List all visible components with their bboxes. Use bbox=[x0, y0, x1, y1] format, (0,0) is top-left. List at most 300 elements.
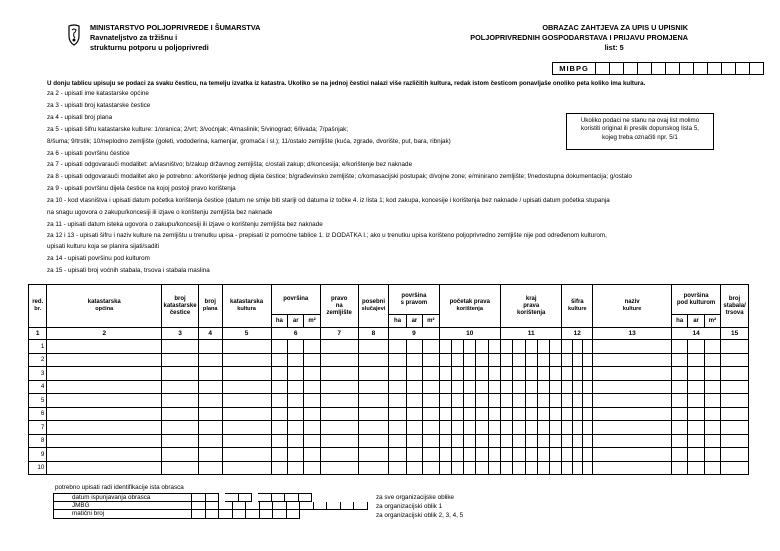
digit-box[interactable] bbox=[354, 502, 368, 511]
digit-box[interactable] bbox=[246, 510, 260, 519]
start-date-cell[interactable] bbox=[451, 380, 463, 394]
end-date-cell[interactable] bbox=[550, 421, 562, 435]
area-m2-cell[interactable] bbox=[304, 367, 320, 381]
land-right-cell[interactable] bbox=[320, 448, 358, 462]
parcel-number-cell[interactable] bbox=[162, 448, 199, 462]
start-date-cell[interactable] bbox=[439, 367, 451, 381]
tree-count-cell[interactable] bbox=[721, 367, 749, 381]
area-ar-cell[interactable] bbox=[288, 448, 304, 462]
area-ar-cell[interactable] bbox=[288, 434, 304, 448]
land-right-cell[interactable] bbox=[320, 353, 358, 367]
culture-code-cell[interactable] bbox=[582, 380, 592, 394]
start-date-cell[interactable] bbox=[488, 340, 500, 354]
start-date-cell[interactable] bbox=[451, 448, 463, 462]
mibpg-digit-box[interactable] bbox=[750, 62, 764, 75]
culture-code-cell[interactable] bbox=[582, 421, 592, 435]
culture-area-m2-cell[interactable] bbox=[704, 461, 720, 475]
right-area-m2-cell[interactable] bbox=[423, 340, 439, 354]
start-date-cell[interactable] bbox=[476, 407, 488, 421]
right-area-m2-cell[interactable] bbox=[423, 421, 439, 435]
land-right-cell[interactable] bbox=[320, 340, 358, 354]
right-area-m2-cell[interactable] bbox=[423, 407, 439, 421]
area-m2-cell[interactable] bbox=[304, 461, 320, 475]
mibpg-digit-box[interactable] bbox=[666, 62, 680, 75]
right-area-ha-cell[interactable] bbox=[389, 367, 406, 381]
end-date-cell[interactable] bbox=[525, 421, 537, 435]
start-date-cell[interactable] bbox=[464, 448, 476, 462]
start-date-cell[interactable] bbox=[488, 407, 500, 421]
end-date-cell[interactable] bbox=[525, 434, 537, 448]
culture-name-cell[interactable] bbox=[593, 367, 672, 381]
digit-box[interactable] bbox=[192, 510, 206, 519]
culture-code-cell[interactable] bbox=[562, 461, 572, 475]
end-date-cell[interactable] bbox=[537, 340, 549, 354]
cadastral-culture-cell[interactable] bbox=[222, 394, 271, 408]
area-m2-cell[interactable] bbox=[304, 340, 320, 354]
parcel-number-cell[interactable] bbox=[162, 380, 199, 394]
digit-box[interactable] bbox=[314, 502, 328, 511]
end-date-cell[interactable] bbox=[500, 461, 512, 475]
jmbg-boxes[interactable] bbox=[192, 502, 368, 511]
land-right-cell[interactable] bbox=[320, 421, 358, 435]
parcel-number-cell[interactable] bbox=[162, 461, 199, 475]
culture-area-ar-cell[interactable] bbox=[688, 340, 704, 354]
culture-area-m2-cell[interactable] bbox=[704, 448, 720, 462]
culture-area-ha-cell[interactable] bbox=[672, 340, 688, 354]
start-date-cell[interactable] bbox=[464, 434, 476, 448]
parcel-number-cell[interactable] bbox=[162, 340, 199, 354]
tree-count-cell[interactable] bbox=[721, 380, 749, 394]
tree-count-cell[interactable] bbox=[721, 461, 749, 475]
cadastral-municipality-cell[interactable] bbox=[47, 407, 162, 421]
culture-code-cell[interactable] bbox=[562, 353, 572, 367]
cadastral-culture-cell[interactable] bbox=[222, 448, 271, 462]
cadastral-municipality-cell[interactable] bbox=[47, 353, 162, 367]
start-date-cell[interactable] bbox=[488, 394, 500, 408]
digit-box[interactable] bbox=[246, 502, 260, 511]
culture-code-cell[interactable] bbox=[562, 407, 572, 421]
start-date-cell[interactable] bbox=[476, 340, 488, 354]
right-area-ha-cell[interactable] bbox=[389, 407, 406, 421]
special-cases-cell[interactable] bbox=[358, 448, 389, 462]
end-date-cell[interactable] bbox=[550, 394, 562, 408]
start-date-cell[interactable] bbox=[488, 353, 500, 367]
digit-box[interactable] bbox=[206, 493, 220, 502]
end-date-cell[interactable] bbox=[513, 448, 525, 462]
start-date-cell[interactable] bbox=[439, 380, 451, 394]
culture-code-cell[interactable] bbox=[582, 340, 592, 354]
cadastral-municipality-cell[interactable] bbox=[47, 394, 162, 408]
culture-area-ar-cell[interactable] bbox=[688, 394, 704, 408]
culture-name-cell[interactable] bbox=[593, 421, 672, 435]
land-right-cell[interactable] bbox=[320, 367, 358, 381]
area-ar-cell[interactable] bbox=[288, 421, 304, 435]
culture-area-m2-cell[interactable] bbox=[704, 421, 720, 435]
mibpg-digit-box[interactable] bbox=[596, 62, 610, 75]
right-area-ar-cell[interactable] bbox=[406, 353, 422, 367]
area-ha-cell[interactable] bbox=[271, 421, 287, 435]
culture-name-cell[interactable] bbox=[593, 448, 672, 462]
cadastral-municipality-cell[interactable] bbox=[47, 434, 162, 448]
mibpg-digit-box[interactable] bbox=[680, 62, 694, 75]
cadastral-culture-cell[interactable] bbox=[222, 434, 271, 448]
parcel-number-cell[interactable] bbox=[162, 434, 199, 448]
start-date-cell[interactable] bbox=[439, 461, 451, 475]
start-date-cell[interactable] bbox=[439, 434, 451, 448]
end-date-cell[interactable] bbox=[500, 421, 512, 435]
digit-box[interactable] bbox=[287, 510, 301, 519]
right-area-ar-cell[interactable] bbox=[406, 394, 422, 408]
right-area-m2-cell[interactable] bbox=[423, 394, 439, 408]
culture-area-m2-cell[interactable] bbox=[704, 407, 720, 421]
special-cases-cell[interactable] bbox=[358, 461, 389, 475]
start-date-cell[interactable] bbox=[476, 421, 488, 435]
culture-area-m2-cell[interactable] bbox=[704, 353, 720, 367]
end-date-cell[interactable] bbox=[513, 340, 525, 354]
area-ar-cell[interactable] bbox=[288, 367, 304, 381]
right-area-m2-cell[interactable] bbox=[423, 380, 439, 394]
date-boxes[interactable] bbox=[192, 493, 312, 502]
culture-area-ar-cell[interactable] bbox=[688, 407, 704, 421]
right-area-ar-cell[interactable] bbox=[406, 367, 422, 381]
culture-code-cell[interactable] bbox=[582, 448, 592, 462]
special-cases-cell[interactable] bbox=[358, 353, 389, 367]
area-m2-cell[interactable] bbox=[304, 421, 320, 435]
culture-code-cell[interactable] bbox=[582, 394, 592, 408]
area-ha-cell[interactable] bbox=[271, 434, 287, 448]
end-date-cell[interactable] bbox=[550, 434, 562, 448]
end-date-cell[interactable] bbox=[525, 461, 537, 475]
plan-number-cell[interactable] bbox=[198, 394, 222, 408]
end-date-cell[interactable] bbox=[525, 448, 537, 462]
end-date-cell[interactable] bbox=[500, 394, 512, 408]
area-ha-cell[interactable] bbox=[271, 380, 287, 394]
start-date-cell[interactable] bbox=[476, 367, 488, 381]
plan-number-cell[interactable] bbox=[198, 340, 222, 354]
area-m2-cell[interactable] bbox=[304, 380, 320, 394]
culture-code-cell[interactable] bbox=[562, 367, 572, 381]
cadastral-culture-cell[interactable] bbox=[222, 407, 271, 421]
start-date-cell[interactable] bbox=[464, 407, 476, 421]
digit-box[interactable] bbox=[239, 493, 253, 502]
start-date-cell[interactable] bbox=[488, 367, 500, 381]
start-date-cell[interactable] bbox=[439, 394, 451, 408]
culture-area-ar-cell[interactable] bbox=[688, 434, 704, 448]
start-date-cell[interactable] bbox=[451, 353, 463, 367]
tree-count-cell[interactable] bbox=[721, 340, 749, 354]
end-date-cell[interactable] bbox=[550, 367, 562, 381]
culture-code-cell[interactable] bbox=[572, 448, 582, 462]
culture-area-ar-cell[interactable] bbox=[688, 380, 704, 394]
plan-number-cell[interactable] bbox=[198, 448, 222, 462]
digit-box[interactable] bbox=[219, 510, 233, 519]
right-area-ha-cell[interactable] bbox=[389, 461, 406, 475]
digit-box[interactable] bbox=[192, 493, 206, 502]
culture-code-cell[interactable] bbox=[582, 434, 592, 448]
end-date-cell[interactable] bbox=[500, 367, 512, 381]
tree-count-cell[interactable] bbox=[721, 448, 749, 462]
culture-code-cell[interactable] bbox=[572, 367, 582, 381]
mibpg-digit-box[interactable] bbox=[652, 62, 666, 75]
start-date-cell[interactable] bbox=[451, 421, 463, 435]
right-area-ha-cell[interactable] bbox=[389, 448, 406, 462]
culture-code-cell[interactable] bbox=[572, 434, 582, 448]
mibpg-digit-box[interactable] bbox=[610, 62, 624, 75]
right-area-m2-cell[interactable] bbox=[423, 434, 439, 448]
start-date-cell[interactable] bbox=[488, 421, 500, 435]
end-date-cell[interactable] bbox=[537, 394, 549, 408]
plan-number-cell[interactable] bbox=[198, 407, 222, 421]
land-right-cell[interactable] bbox=[320, 434, 358, 448]
culture-code-cell[interactable] bbox=[582, 461, 592, 475]
digit-box[interactable] bbox=[233, 502, 247, 511]
area-m2-cell[interactable] bbox=[304, 407, 320, 421]
end-date-cell[interactable] bbox=[525, 380, 537, 394]
special-cases-cell[interactable] bbox=[358, 367, 389, 381]
cadastral-municipality-cell[interactable] bbox=[47, 448, 162, 462]
area-ha-cell[interactable] bbox=[271, 367, 287, 381]
area-ha-cell[interactable] bbox=[271, 353, 287, 367]
culture-code-cell[interactable] bbox=[582, 353, 592, 367]
area-ha-cell[interactable] bbox=[271, 394, 287, 408]
special-cases-cell[interactable] bbox=[358, 434, 389, 448]
right-area-ha-cell[interactable] bbox=[389, 421, 406, 435]
special-cases-cell[interactable] bbox=[358, 340, 389, 354]
end-date-cell[interactable] bbox=[500, 448, 512, 462]
culture-code-cell[interactable] bbox=[582, 367, 592, 381]
digit-box[interactable] bbox=[287, 502, 301, 511]
area-m2-cell[interactable] bbox=[304, 448, 320, 462]
culture-code-cell[interactable] bbox=[562, 380, 572, 394]
cadastral-culture-cell[interactable] bbox=[222, 340, 271, 354]
land-right-cell[interactable] bbox=[320, 407, 358, 421]
start-date-cell[interactable] bbox=[464, 367, 476, 381]
right-area-ar-cell[interactable] bbox=[406, 448, 422, 462]
culture-area-ha-cell[interactable] bbox=[672, 448, 688, 462]
start-date-cell[interactable] bbox=[451, 394, 463, 408]
area-m2-cell[interactable] bbox=[304, 353, 320, 367]
cadastral-culture-cell[interactable] bbox=[222, 421, 271, 435]
end-date-cell[interactable] bbox=[550, 340, 562, 354]
end-date-cell[interactable] bbox=[500, 380, 512, 394]
mibpg-digit-box[interactable] bbox=[722, 62, 736, 75]
end-date-cell[interactable] bbox=[537, 380, 549, 394]
registry-number-boxes[interactable] bbox=[192, 510, 300, 519]
culture-name-cell[interactable] bbox=[593, 380, 672, 394]
start-date-cell[interactable] bbox=[451, 340, 463, 354]
end-date-cell[interactable] bbox=[537, 461, 549, 475]
special-cases-cell[interactable] bbox=[358, 380, 389, 394]
start-date-cell[interactable] bbox=[488, 380, 500, 394]
end-date-cell[interactable] bbox=[513, 461, 525, 475]
culture-area-ha-cell[interactable] bbox=[672, 434, 688, 448]
culture-code-cell[interactable] bbox=[572, 380, 582, 394]
culture-name-cell[interactable] bbox=[593, 394, 672, 408]
end-date-cell[interactable] bbox=[537, 407, 549, 421]
start-date-cell[interactable] bbox=[476, 448, 488, 462]
area-ha-cell[interactable] bbox=[271, 340, 287, 354]
culture-area-ha-cell[interactable] bbox=[672, 380, 688, 394]
end-date-cell[interactable] bbox=[550, 448, 562, 462]
start-date-cell[interactable] bbox=[464, 421, 476, 435]
digit-box[interactable] bbox=[225, 493, 239, 502]
area-ar-cell[interactable] bbox=[288, 380, 304, 394]
right-area-ar-cell[interactable] bbox=[406, 434, 422, 448]
start-date-cell[interactable] bbox=[451, 407, 463, 421]
special-cases-cell[interactable] bbox=[358, 421, 389, 435]
special-cases-cell[interactable] bbox=[358, 407, 389, 421]
area-ha-cell[interactable] bbox=[271, 448, 287, 462]
right-area-ar-cell[interactable] bbox=[406, 461, 422, 475]
tree-count-cell[interactable] bbox=[721, 353, 749, 367]
digit-box[interactable] bbox=[260, 502, 274, 511]
right-area-ar-cell[interactable] bbox=[406, 421, 422, 435]
end-date-cell[interactable] bbox=[513, 380, 525, 394]
tree-count-cell[interactable] bbox=[721, 394, 749, 408]
culture-code-cell[interactable] bbox=[572, 353, 582, 367]
culture-name-cell[interactable] bbox=[593, 434, 672, 448]
culture-code-cell[interactable] bbox=[562, 434, 572, 448]
culture-area-m2-cell[interactable] bbox=[704, 367, 720, 381]
start-date-cell[interactable] bbox=[464, 353, 476, 367]
culture-area-m2-cell[interactable] bbox=[704, 380, 720, 394]
start-date-cell[interactable] bbox=[451, 461, 463, 475]
culture-code-cell[interactable] bbox=[572, 394, 582, 408]
end-date-cell[interactable] bbox=[513, 353, 525, 367]
mibpg-digit-box[interactable] bbox=[638, 62, 652, 75]
start-date-cell[interactable] bbox=[451, 434, 463, 448]
start-date-cell[interactable] bbox=[476, 434, 488, 448]
parcel-number-cell[interactable] bbox=[162, 353, 199, 367]
land-right-cell[interactable] bbox=[320, 394, 358, 408]
digit-box[interactable] bbox=[219, 502, 233, 511]
culture-area-ha-cell[interactable] bbox=[672, 421, 688, 435]
digit-box[interactable] bbox=[285, 493, 299, 502]
cadastral-municipality-cell[interactable] bbox=[47, 421, 162, 435]
digit-box[interactable] bbox=[192, 502, 206, 511]
area-ar-cell[interactable] bbox=[288, 340, 304, 354]
digit-box[interactable] bbox=[206, 510, 220, 519]
culture-area-ar-cell[interactable] bbox=[688, 448, 704, 462]
end-date-cell[interactable] bbox=[550, 353, 562, 367]
mibpg-digit-box[interactable] bbox=[708, 62, 722, 75]
end-date-cell[interactable] bbox=[550, 407, 562, 421]
culture-code-cell[interactable] bbox=[572, 407, 582, 421]
parcel-number-cell[interactable] bbox=[162, 367, 199, 381]
digit-box[interactable] bbox=[341, 502, 355, 511]
digit-box[interactable] bbox=[273, 502, 287, 511]
digit-box[interactable] bbox=[206, 502, 220, 511]
culture-area-ar-cell[interactable] bbox=[688, 367, 704, 381]
culture-area-ha-cell[interactable] bbox=[672, 367, 688, 381]
culture-name-cell[interactable] bbox=[593, 340, 672, 354]
digit-box[interactable] bbox=[258, 493, 272, 502]
mibpg-field[interactable] bbox=[552, 62, 764, 75]
right-area-m2-cell[interactable] bbox=[423, 448, 439, 462]
culture-code-cell[interactable] bbox=[572, 461, 582, 475]
end-date-cell[interactable] bbox=[500, 353, 512, 367]
start-date-cell[interactable] bbox=[464, 461, 476, 475]
area-ar-cell[interactable] bbox=[288, 353, 304, 367]
start-date-cell[interactable] bbox=[476, 394, 488, 408]
plan-number-cell[interactable] bbox=[198, 353, 222, 367]
right-area-m2-cell[interactable] bbox=[423, 353, 439, 367]
special-cases-cell[interactable] bbox=[358, 394, 389, 408]
start-date-cell[interactable] bbox=[439, 407, 451, 421]
plan-number-cell[interactable] bbox=[198, 380, 222, 394]
end-date-cell[interactable] bbox=[537, 421, 549, 435]
cadastral-culture-cell[interactable] bbox=[222, 380, 271, 394]
area-m2-cell[interactable] bbox=[304, 394, 320, 408]
culture-code-cell[interactable] bbox=[562, 340, 572, 354]
land-right-cell[interactable] bbox=[320, 380, 358, 394]
start-date-cell[interactable] bbox=[464, 380, 476, 394]
end-date-cell[interactable] bbox=[500, 340, 512, 354]
right-area-ha-cell[interactable] bbox=[389, 353, 406, 367]
digit-box[interactable] bbox=[272, 493, 286, 502]
tree-count-cell[interactable] bbox=[721, 421, 749, 435]
end-date-cell[interactable] bbox=[537, 353, 549, 367]
end-date-cell[interactable] bbox=[525, 367, 537, 381]
mibpg-digit-box[interactable] bbox=[694, 62, 708, 75]
start-date-cell[interactable] bbox=[451, 367, 463, 381]
cadastral-municipality-cell[interactable] bbox=[47, 461, 162, 475]
area-ar-cell[interactable] bbox=[288, 461, 304, 475]
mibpg-digit-box[interactable] bbox=[736, 62, 750, 75]
area-ar-cell[interactable] bbox=[288, 407, 304, 421]
area-m2-cell[interactable] bbox=[304, 434, 320, 448]
culture-area-ha-cell[interactable] bbox=[672, 461, 688, 475]
start-date-cell[interactable] bbox=[439, 448, 451, 462]
plan-number-cell[interactable] bbox=[198, 367, 222, 381]
right-area-ar-cell[interactable] bbox=[406, 407, 422, 421]
cadastral-culture-cell[interactable] bbox=[222, 367, 271, 381]
end-date-cell[interactable] bbox=[513, 394, 525, 408]
start-date-cell[interactable] bbox=[439, 353, 451, 367]
culture-code-cell[interactable] bbox=[572, 340, 582, 354]
cadastral-municipality-cell[interactable] bbox=[47, 340, 162, 354]
end-date-cell[interactable] bbox=[500, 407, 512, 421]
right-area-ha-cell[interactable] bbox=[389, 380, 406, 394]
start-date-cell[interactable] bbox=[476, 353, 488, 367]
start-date-cell[interactable] bbox=[439, 421, 451, 435]
parcel-number-cell[interactable] bbox=[162, 394, 199, 408]
culture-code-cell[interactable] bbox=[562, 448, 572, 462]
end-date-cell[interactable] bbox=[525, 353, 537, 367]
end-date-cell[interactable] bbox=[525, 340, 537, 354]
cadastral-municipality-cell[interactable] bbox=[47, 380, 162, 394]
end-date-cell[interactable] bbox=[550, 461, 562, 475]
right-area-m2-cell[interactable] bbox=[423, 367, 439, 381]
end-date-cell[interactable] bbox=[537, 367, 549, 381]
parcel-number-cell[interactable] bbox=[162, 407, 199, 421]
culture-code-cell[interactable] bbox=[572, 421, 582, 435]
end-date-cell[interactable] bbox=[513, 421, 525, 435]
culture-area-ar-cell[interactable] bbox=[688, 421, 704, 435]
right-area-ha-cell[interactable] bbox=[389, 394, 406, 408]
start-date-cell[interactable] bbox=[439, 340, 451, 354]
digit-box[interactable] bbox=[260, 510, 274, 519]
digit-box[interactable] bbox=[300, 502, 314, 511]
end-date-cell[interactable] bbox=[525, 394, 537, 408]
culture-code-cell[interactable] bbox=[562, 421, 572, 435]
end-date-cell[interactable] bbox=[550, 380, 562, 394]
area-ha-cell[interactable] bbox=[271, 461, 287, 475]
start-date-cell[interactable] bbox=[476, 461, 488, 475]
end-date-cell[interactable] bbox=[513, 434, 525, 448]
digit-box[interactable] bbox=[327, 502, 341, 511]
area-ar-cell[interactable] bbox=[288, 394, 304, 408]
